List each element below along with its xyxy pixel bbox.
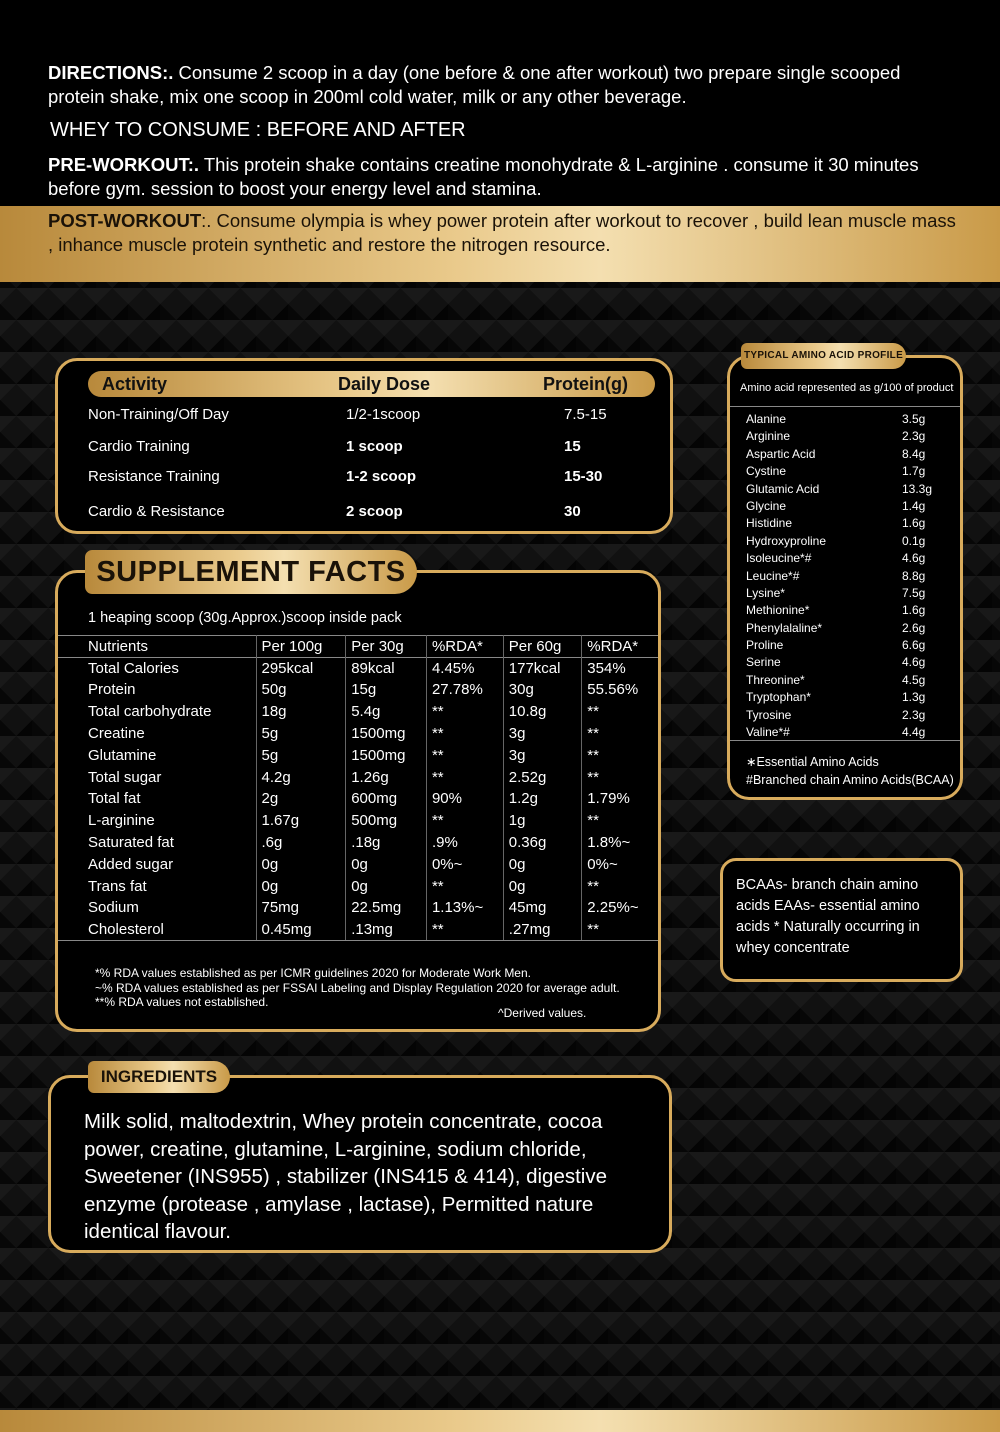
amino-value: 2.3g	[902, 707, 926, 722]
table-cell: **	[582, 723, 658, 745]
amino-value: 4.5g	[902, 672, 926, 687]
table-cell: 89kcal	[346, 657, 427, 679]
amino-value: 2.3g	[902, 429, 926, 444]
table-cell: 5g	[256, 744, 346, 766]
table-cell: L-arginine	[88, 812, 155, 830]
table-row	[58, 657, 658, 679]
amino-name: Glycine	[746, 498, 787, 513]
list-item	[746, 551, 936, 568]
amino-name: Histidine	[746, 516, 793, 531]
table-cell: 3g	[503, 723, 582, 745]
table-cell: 0g	[503, 853, 582, 875]
table-row	[58, 897, 658, 919]
serving-size: 1 heaping scoop (30g.Approx.)scoop inside pack	[88, 610, 402, 626]
table-cell: 5.4g	[346, 701, 427, 723]
table-cell: Total sugar	[88, 768, 162, 786]
directions-paragraph	[48, 61, 953, 109]
table-cell: 1.79%	[582, 788, 658, 810]
footnote-icmr: *% RDA values established as per ICMR guidelines 2020 for Moderate Work Men.	[95, 966, 531, 980]
table-cell: 4.2g	[256, 766, 346, 788]
amino-acid-profile-panel	[727, 355, 963, 800]
table-cell: 45mg	[503, 897, 582, 919]
table-cell: 55.56%	[582, 679, 658, 701]
table-cell: 50g	[256, 679, 346, 701]
rda-footnotes	[95, 966, 620, 1010]
amino-value: 4.6g	[902, 551, 926, 566]
table-cell: **	[426, 810, 503, 832]
table-cell: Sodium	[88, 899, 139, 917]
amino-name: Aspartic Acid	[746, 446, 816, 461]
amino-name: Threonine*	[746, 672, 805, 687]
amino-name: Lysine*	[746, 585, 785, 600]
table-cell: 2g	[256, 788, 346, 810]
pre-workout-paragraph	[48, 153, 953, 201]
supplement-facts-panel	[55, 570, 661, 1032]
table-cell: **	[426, 766, 503, 788]
table-cell: 0g	[346, 875, 427, 897]
table-cell: 1.67g	[256, 810, 346, 832]
table-cell: Cholesterol	[58, 919, 256, 941]
list-item	[746, 673, 936, 690]
col-per-60g: Per 60g	[503, 636, 582, 658]
table-cell: 0g	[346, 853, 427, 875]
ingredients-panel	[48, 1075, 672, 1253]
table-row	[58, 766, 658, 788]
table-cell: **	[426, 701, 503, 723]
amino-name: Serine	[746, 655, 781, 670]
table-cell: **	[582, 919, 658, 941]
amino-name: Tyrosine	[746, 707, 792, 722]
table-cell: 0g	[256, 853, 346, 875]
amino-name: Hydroxyproline	[746, 533, 827, 548]
table-cell: 354%	[582, 657, 658, 679]
table-cell: .18g	[346, 832, 427, 854]
footnote-not-established: **% RDA values not established.	[95, 995, 269, 1009]
amino-value: 8.8g	[902, 568, 926, 583]
amino-name: Leucine*#	[746, 568, 800, 583]
col-nutrients: Nutrients	[88, 637, 149, 655]
amino-value: 1.4g	[902, 498, 926, 513]
list-item	[746, 464, 936, 481]
footnote-fssai: ~% RDA values established as per FSSAI Labeling and Display Regulation 2020 for average adult.	[95, 980, 620, 995]
pre-workout-text: This protein shake contains creatine monohydrate & L-arginine . consume it 30 minutes before gym. session to boost your energy level and stamina.	[48, 154, 919, 199]
bottom-gold-band	[0, 1410, 1000, 1432]
table-cell: 1.26g	[346, 766, 427, 788]
table-row	[58, 853, 658, 875]
amino-value: 6.6g	[902, 638, 926, 653]
whey-to-consume: WHEY TO CONSUME : BEFORE AND AFTER	[50, 119, 466, 141]
table-cell: 5g	[256, 723, 346, 745]
post-workout-label: POST-WORKOUT	[48, 210, 202, 231]
amino-subtitle: Amino acid represented as g/100 of product	[740, 382, 954, 394]
table-cell: **	[582, 701, 658, 723]
table-cell: 18g	[256, 701, 346, 723]
table-cell: Total carbohydrate	[88, 703, 212, 721]
table-row	[58, 875, 658, 897]
table-cell: Trans fat	[88, 877, 147, 895]
directions-text: Consume 2 scoop in a day (one before & one after workout) two prepare single scooped protein shake, mix one scoop in 200ml cold water, milk or any other beverage.	[48, 62, 901, 107]
post-workout-band	[0, 206, 1000, 282]
activity-dose-table	[55, 358, 673, 534]
note-essential: ∗Essential Amino Acids	[746, 755, 879, 769]
protein-cell: 15-30	[564, 468, 603, 485]
amino-value: 13.3g	[902, 481, 933, 496]
activity-cell: Resistance Training	[88, 468, 220, 485]
amino-name: Methionine*	[746, 603, 810, 618]
table-cell: 1500mg	[346, 723, 427, 745]
table-cell: .13mg	[346, 919, 427, 941]
table-cell: 30g	[503, 679, 582, 701]
activity-cell: Cardio Training	[88, 438, 190, 455]
dose-cell: 1-2 scoop	[346, 468, 417, 485]
table-cell: 295kcal	[256, 657, 346, 679]
table-cell: 0%~	[426, 853, 503, 875]
amino-divider	[730, 406, 960, 407]
amino-value: 1.6g	[902, 603, 926, 618]
amino-name: Glutamic Acid	[746, 481, 820, 496]
protein-cell: 15	[564, 438, 581, 455]
amino-divider-bottom	[730, 740, 960, 741]
col-per-30g: Per 30g	[346, 636, 427, 658]
table-cell: 600mg	[346, 788, 427, 810]
amino-value: 4.4g	[902, 725, 926, 740]
amino-name: Valine*#	[746, 725, 790, 740]
list-item	[746, 690, 936, 707]
table-row	[58, 744, 658, 766]
facts-header-row	[58, 636, 658, 658]
supplement-facts-table	[58, 635, 658, 941]
directions-label: DIRECTIONS:.	[48, 62, 174, 83]
amino-value: 3.5g	[902, 412, 926, 426]
table-cell: **	[582, 766, 658, 788]
table-cell: 75mg	[256, 897, 346, 919]
amino-value: 7.5g	[902, 585, 926, 600]
table-cell: Saturated fat	[88, 834, 174, 852]
table-cell: 90%	[426, 788, 503, 810]
list-item	[746, 638, 936, 655]
table-row	[58, 679, 658, 701]
amino-profile-title: TYPICAL AMINO ACID PROFILE	[741, 343, 906, 369]
header-activity: Activity	[102, 374, 168, 394]
table-cell: 3g	[503, 744, 582, 766]
table-cell: **	[582, 875, 658, 897]
post-workout-text: :. Consume olympia is whey power protein after workout to recover , build lean muscle mass , inhance muscle protein synthetic and restore the nitrogen resource.	[48, 210, 956, 255]
table-row	[58, 788, 658, 810]
dose-cell: 2 scoop	[346, 503, 403, 520]
pre-workout-label: PRE-WORKOUT:.	[48, 154, 200, 175]
table-row	[58, 810, 658, 832]
amino-name: Arginine	[746, 429, 791, 444]
dose-cell: 1 scoop	[346, 438, 403, 455]
table-row	[58, 723, 658, 745]
col-rda-30g: %RDA*	[426, 636, 503, 658]
list-item	[746, 447, 936, 464]
note-bcaa: #Branched chain Amino Acids(BCAA)	[746, 773, 954, 787]
table-cell: **	[426, 723, 503, 745]
table-cell: 0.36g	[503, 832, 582, 854]
table-cell: 1.8%~	[582, 832, 658, 854]
supplement-facts-title: SUPPLEMENT FACTS	[85, 550, 417, 594]
directions-panel	[0, 0, 1000, 282]
col-per-100g: Per 100g	[256, 636, 346, 658]
table-cell: 1.13%~	[426, 897, 503, 919]
table-cell: 4.45%	[426, 657, 503, 679]
table-cell: Total fat	[88, 790, 141, 808]
bcaa-note-panel	[720, 858, 963, 982]
post-workout-paragraph	[48, 209, 958, 257]
list-item	[746, 621, 936, 638]
table-cell: 0%~	[582, 853, 658, 875]
amino-value: 1.3g	[902, 690, 926, 705]
table-row	[58, 701, 658, 723]
amino-value: 1.6g	[902, 516, 926, 531]
bcaa-note-text: BCAAs- branch chain amino acids EAAs- essential amino acids * Naturally occurring in whey concentrate	[736, 877, 920, 956]
table-row	[58, 832, 658, 854]
table-cell: **	[582, 810, 658, 832]
activity-cell: Cardio & Resistance	[88, 503, 225, 520]
amino-value: 4.6g	[902, 655, 926, 670]
table-cell: 15g	[346, 679, 427, 701]
amino-value: 1.7g	[902, 464, 926, 479]
amino-name: Cystine	[746, 464, 787, 479]
amino-value: 0.1g	[902, 533, 926, 548]
amino-name: Tryptophan*	[746, 690, 811, 705]
table-cell: 1g	[503, 810, 582, 832]
table-cell: .27mg	[503, 919, 582, 941]
amino-value: 2.6g	[902, 620, 926, 635]
table-cell: .6g	[256, 832, 346, 854]
list-item	[746, 499, 936, 516]
table-row	[58, 919, 658, 941]
header-daily-dose: Daily Dose	[338, 374, 431, 394]
table-cell: 0g	[256, 875, 346, 897]
list-item	[746, 516, 936, 533]
list-item	[746, 412, 936, 429]
list-item	[746, 603, 936, 620]
derived-values-note: ^Derived values.	[498, 1006, 587, 1020]
table-cell: 177kcal	[503, 657, 582, 679]
list-item	[746, 569, 936, 586]
amino-name: Alanine	[746, 412, 787, 426]
header-protein: Protein(g)	[543, 374, 628, 394]
dose-cell: 1/2-1scoop	[346, 406, 421, 423]
table-cell: 10.8g	[503, 701, 582, 723]
list-item	[746, 482, 936, 499]
list-item	[746, 534, 936, 551]
facts-body	[58, 657, 658, 940]
amino-list	[746, 412, 936, 742]
amino-name: Isoleucine*#	[746, 551, 812, 566]
table-cell: **	[426, 744, 503, 766]
table-cell: 1.2g	[503, 788, 582, 810]
activity-table-header	[88, 371, 655, 397]
ingredients-text: Milk solid, maltodextrin, Whey protein concentrate, cocoa power, creatine, glutamine, L-arginine, sodium chloride, Sweetener (INS955) , stabilizer (INS415 & 414), digestive enzyme (protease , amylase , lactase), Permitted nature identical flavour.	[84, 1110, 608, 1243]
table-cell: Glutamine	[88, 746, 157, 764]
table-cell: **	[582, 744, 658, 766]
table-cell: 0g	[503, 875, 582, 897]
table-cell: .9%	[426, 832, 503, 854]
protein-cell: 30	[564, 503, 581, 520]
table-cell: Added sugar	[88, 855, 174, 873]
table-cell: Protein	[88, 681, 136, 699]
table-cell: **	[426, 875, 503, 897]
activity-cell: Non-Training/Off Day	[88, 406, 229, 423]
list-item	[746, 655, 936, 672]
table-cell: 27.78%	[426, 679, 503, 701]
table-cell: 2.52g	[503, 766, 582, 788]
table-cell: 22.5mg	[346, 897, 427, 919]
table-cell: 0.45mg	[256, 919, 346, 941]
table-cell: Creatine	[88, 725, 145, 743]
amino-name: Phenylalaline*	[746, 620, 823, 635]
table-cell: 500mg	[346, 810, 427, 832]
list-item	[746, 429, 936, 446]
table-cell: Total Calories	[88, 659, 179, 677]
table-cell: **	[426, 919, 503, 941]
list-item	[746, 586, 936, 603]
table-cell: 1500mg	[346, 744, 427, 766]
amino-notes	[746, 753, 954, 789]
protein-cell: 7.5-15	[564, 406, 607, 423]
ingredients-title: INGREDIENTS	[88, 1061, 230, 1093]
col-rda-60g: %RDA*	[582, 636, 658, 658]
table-cell: 2.25%~	[582, 897, 658, 919]
list-item	[746, 708, 936, 725]
amino-value: 8.4g	[902, 446, 926, 461]
amino-name: Proline	[746, 638, 784, 653]
